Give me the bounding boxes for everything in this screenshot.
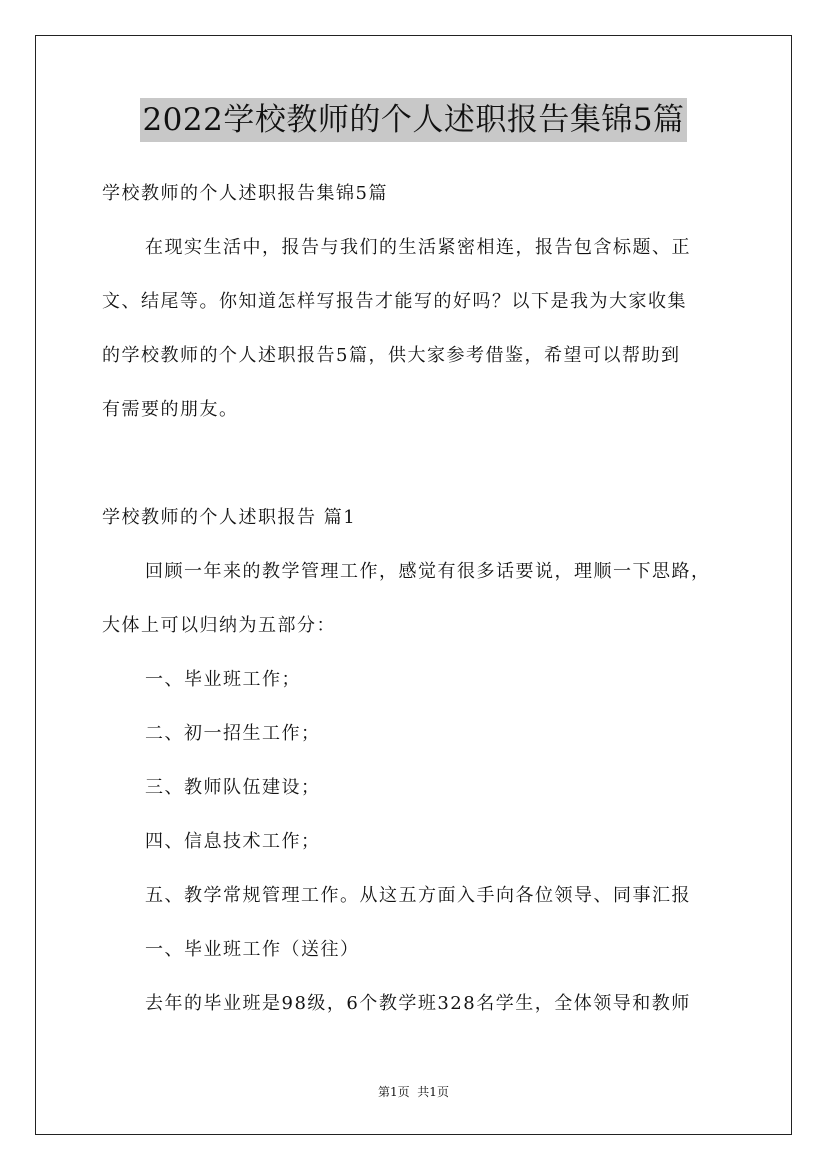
- body-line-1: 回顾一年来的教学管理工作，感觉有很多话要说，理顺一下思路，: [145, 561, 711, 582]
- intro-line-4: 有需要的朋友。: [102, 399, 239, 420]
- list-item-2: 二、初一招生工作；: [145, 723, 321, 744]
- subtitle-line: 学校教师的个人述职报告集锦5篇: [102, 183, 388, 204]
- subsection-heading: 一、毕业班工作（送往）: [145, 939, 360, 960]
- body-line-3: 去年的毕业班是98级，6个教学班328名学生，全体领导和教师: [145, 993, 691, 1014]
- body-line-2: 大体上可以归纳为五部分：: [102, 615, 336, 636]
- section-heading: 学校教师的个人述职报告 篇1: [102, 507, 357, 528]
- title-container: [0, 98, 827, 142]
- list-item-1: 一、毕业班工作；: [145, 669, 301, 690]
- intro-line-1: 在现实生活中，报告与我们的生活紧密相连，报告包含标题、正: [145, 237, 691, 258]
- intro-line-2: 文、结尾等。你知道怎样写报告才能写的好吗？以下是我为大家收集: [102, 291, 687, 312]
- document-title: 2022学校教师的个人述职报告集锦5篇: [140, 98, 686, 142]
- list-item-4: 四、信息技术工作；: [145, 831, 321, 852]
- list-item-3: 三、教师队伍建设；: [145, 777, 321, 798]
- intro-line-3: 的学校教师的个人述职报告5篇，供大家参考借鉴，希望可以帮助到: [102, 345, 681, 366]
- list-item-5: 五、教学常规管理工作。从这五方面入手向各位领导、同事汇报: [145, 885, 691, 906]
- page-footer: 第1页 共1页: [378, 1085, 449, 1099]
